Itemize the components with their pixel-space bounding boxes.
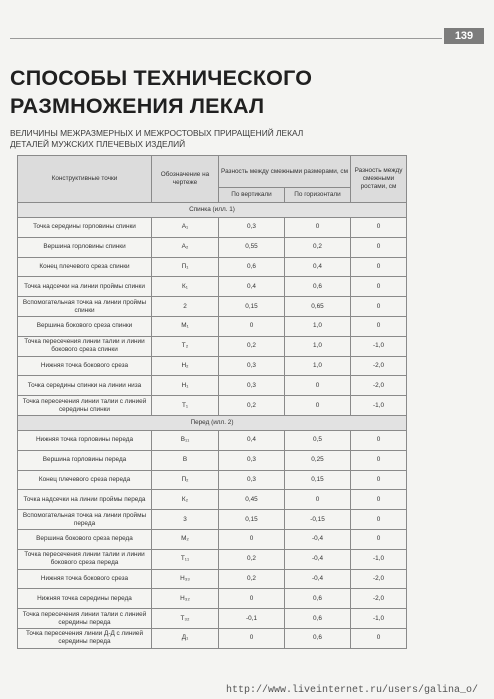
table-caption xyxy=(10,128,470,149)
vertical-value-cell: 0,2 xyxy=(219,569,285,589)
title-line-2: РАЗМНОЖЕНИЯ ЛЕКАЛ xyxy=(10,94,265,118)
height-value-cell: 0 xyxy=(351,628,407,648)
point-name-cell: Точка надсечки на линии проймы спинки xyxy=(18,277,152,297)
horizontal-value-cell: 0 xyxy=(285,218,351,238)
col-header-points: Конструктивные точки xyxy=(18,156,152,203)
designation-cell: Т₃₂ xyxy=(152,609,219,629)
point-name-cell: Точка середины горловины спинки xyxy=(18,218,152,238)
point-name-cell: Точка пересечения линии талии и линии бокового среза переда xyxy=(18,549,152,569)
page-title xyxy=(10,64,470,120)
table-row xyxy=(18,218,407,238)
vertical-value-cell: 0 xyxy=(219,529,285,549)
title-line-1: СПОСОБЫ ТЕХНИЧЕСКОГО xyxy=(10,66,313,90)
vertical-value-cell: 0,3 xyxy=(219,470,285,490)
point-name-cell: Точка пересечения линии талии с линией середины переда xyxy=(18,609,152,629)
designation-cell: Д₁ xyxy=(152,628,219,648)
designation-cell: В₁₁ xyxy=(152,430,219,450)
height-value-cell: 0 xyxy=(351,237,407,257)
vertical-value-cell: 0 xyxy=(219,316,285,336)
increments-table xyxy=(17,155,407,649)
horizontal-value-cell: 0,6 xyxy=(285,609,351,629)
page-number: 139 xyxy=(444,28,484,44)
table-row xyxy=(18,470,407,490)
height-value-cell: 0 xyxy=(351,316,407,336)
point-name-cell: Вспомогательная точка на линии проймы спинки xyxy=(18,297,152,317)
table-row xyxy=(18,569,407,589)
point-name-cell: Нижняя точка середины переда xyxy=(18,589,152,609)
section-title: Перед (илл. 2) xyxy=(18,415,407,430)
vertical-value-cell: 0 xyxy=(219,589,285,609)
vertical-value-cell: 0,15 xyxy=(219,510,285,530)
table-row xyxy=(18,356,407,376)
table-row xyxy=(18,430,407,450)
designation-cell: Н₁ xyxy=(152,376,219,396)
vertical-value-cell: 0 xyxy=(219,628,285,648)
caption-line-2: ДЕТАЛЕЙ МУЖСКИХ ПЛЕЧЕВЫХ ИЗДЕЛИЙ xyxy=(10,138,186,149)
designation-cell: К₁ xyxy=(152,277,219,297)
point-name-cell: Конец плечевого среза переда xyxy=(18,470,152,490)
horizontal-value-cell: 0,65 xyxy=(285,297,351,317)
vertical-value-cell: 0,55 xyxy=(219,237,285,257)
height-value-cell: 0 xyxy=(351,257,407,277)
caption-line-1: ВЕЛИЧИНЫ МЕЖРАЗМЕРНЫХ И МЕЖРОСТОВЫХ ПРИРАЩЕНИЙ ЛЕКАЛ xyxy=(10,128,304,138)
section-title: Спинка (илл. 1) xyxy=(18,203,407,218)
table-row xyxy=(18,609,407,629)
horizontal-value-cell: 0,2 xyxy=(285,237,351,257)
horizontal-value-cell: 0,15 xyxy=(285,470,351,490)
table-row xyxy=(18,450,407,470)
table-row xyxy=(18,277,407,297)
point-name-cell: Вершина горловины переда xyxy=(18,450,152,470)
table-row xyxy=(18,316,407,336)
height-value-cell: 0 xyxy=(351,430,407,450)
horizontal-value-cell: 0,4 xyxy=(285,257,351,277)
vertical-value-cell: 0,2 xyxy=(219,396,285,416)
table-row xyxy=(18,490,407,510)
horizontal-value-cell: 0,6 xyxy=(285,589,351,609)
table-row xyxy=(18,297,407,317)
header-rule xyxy=(10,38,442,39)
point-name-cell: Вершина бокового среза спинки xyxy=(18,316,152,336)
table-row xyxy=(18,628,407,648)
horizontal-value-cell: -0,4 xyxy=(285,529,351,549)
designation-cell: Т₂ xyxy=(152,336,219,356)
designation-cell: Н₂ xyxy=(152,356,219,376)
height-value-cell: -1,0 xyxy=(351,396,407,416)
vertical-value-cell: 0,2 xyxy=(219,336,285,356)
point-name-cell: Точка пересечения линии Д-Д с линией середины переда xyxy=(18,628,152,648)
vertical-value-cell: 0,3 xyxy=(219,376,285,396)
height-value-cell: -2,0 xyxy=(351,376,407,396)
horizontal-value-cell: 1,0 xyxy=(285,316,351,336)
designation-cell: А₁ xyxy=(152,218,219,238)
vertical-value-cell: -0,1 xyxy=(219,609,285,629)
point-name-cell: Нижняя точка горловины переда xyxy=(18,430,152,450)
designation-cell: Т₁ xyxy=(152,396,219,416)
point-name-cell: Точка середины спинки на линии низа xyxy=(18,376,152,396)
horizontal-value-cell: 0,5 xyxy=(285,430,351,450)
height-value-cell: 0 xyxy=(351,218,407,238)
col-header-horizontal: По горизонтали xyxy=(285,188,351,203)
point-name-cell: Нижняя точка бокового среза xyxy=(18,569,152,589)
table-row xyxy=(18,257,407,277)
vertical-value-cell: 0,6 xyxy=(219,257,285,277)
table-row xyxy=(18,510,407,530)
height-value-cell: 0 xyxy=(351,297,407,317)
section-row xyxy=(18,415,407,430)
vertical-value-cell: 0,45 xyxy=(219,490,285,510)
point-name-cell: Точка пересечения линии талии и линии бокового среза спинки xyxy=(18,336,152,356)
vertical-value-cell: 0,4 xyxy=(219,430,285,450)
designation-cell: М₁ xyxy=(152,316,219,336)
col-header-vertical: По вертикали xyxy=(219,188,285,203)
horizontal-value-cell: 0 xyxy=(285,396,351,416)
height-value-cell: -2,0 xyxy=(351,589,407,609)
horizontal-value-cell: 0 xyxy=(285,376,351,396)
height-value-cell: 0 xyxy=(351,277,407,297)
source-url: http://www.liveinternet.ru/users/galina_o/ xyxy=(226,685,479,696)
horizontal-value-cell: 1,0 xyxy=(285,336,351,356)
designation-cell: 2 xyxy=(152,297,219,317)
point-name-cell: Конец плечевого среза спинки xyxy=(18,257,152,277)
designation-cell: П₁ xyxy=(152,257,219,277)
table-row xyxy=(18,237,407,257)
height-value-cell: 0 xyxy=(351,450,407,470)
horizontal-value-cell: -0,15 xyxy=(285,510,351,530)
table-row xyxy=(18,396,407,416)
point-name-cell: Нижняя точка бокового среза xyxy=(18,356,152,376)
table-row xyxy=(18,549,407,569)
table-body xyxy=(18,203,407,649)
col-header-size-diff: Разность между смежными размерами, см xyxy=(219,156,351,188)
designation-cell: М₂ xyxy=(152,529,219,549)
designation-cell: В xyxy=(152,450,219,470)
table-row xyxy=(18,589,407,609)
col-header-height-diff: Разность между смежными ростами, см xyxy=(351,156,407,203)
height-value-cell: -2,0 xyxy=(351,569,407,589)
vertical-value-cell: 0,4 xyxy=(219,277,285,297)
point-name-cell: Точка пересечения линии талии с линией середины спинки xyxy=(18,396,152,416)
height-value-cell: 0 xyxy=(351,490,407,510)
height-value-cell: -1,0 xyxy=(351,549,407,569)
horizontal-value-cell: 0 xyxy=(285,490,351,510)
height-value-cell: 0 xyxy=(351,529,407,549)
designation-cell: А₂ xyxy=(152,237,219,257)
vertical-value-cell: 0,2 xyxy=(219,549,285,569)
horizontal-value-cell: 1,0 xyxy=(285,356,351,376)
horizontal-value-cell: 0,6 xyxy=(285,628,351,648)
designation-cell: Т₁₁ xyxy=(152,549,219,569)
point-name-cell: Вершина бокового среза переда xyxy=(18,529,152,549)
table-row xyxy=(18,376,407,396)
table-row xyxy=(18,529,407,549)
col-header-designation: Обозначение на чертеже xyxy=(152,156,219,203)
horizontal-value-cell: 0,25 xyxy=(285,450,351,470)
height-value-cell: -1,0 xyxy=(351,336,407,356)
height-value-cell: -2,0 xyxy=(351,356,407,376)
point-name-cell: Вспомогательная точка на линии проймы переда xyxy=(18,510,152,530)
vertical-value-cell: 0,3 xyxy=(219,450,285,470)
point-name-cell: Вершина горловины спинки xyxy=(18,237,152,257)
designation-cell: 3 xyxy=(152,510,219,530)
height-value-cell: 0 xyxy=(351,470,407,490)
horizontal-value-cell: -0,4 xyxy=(285,569,351,589)
designation-cell: Н₃₃ xyxy=(152,569,219,589)
vertical-value-cell: 0,3 xyxy=(219,356,285,376)
height-value-cell: 0 xyxy=(351,510,407,530)
vertical-value-cell: 0,15 xyxy=(219,297,285,317)
height-value-cell: -1,0 xyxy=(351,609,407,629)
horizontal-value-cell: 0,6 xyxy=(285,277,351,297)
horizontal-value-cell: -0,4 xyxy=(285,549,351,569)
point-name-cell: Точка надсечки на линии проймы переда xyxy=(18,490,152,510)
designation-cell: Н₃₂ xyxy=(152,589,219,609)
designation-cell: К₂ xyxy=(152,490,219,510)
vertical-value-cell: 0,3 xyxy=(219,218,285,238)
designation-cell: П₂ xyxy=(152,470,219,490)
section-row xyxy=(18,203,407,218)
table-row xyxy=(18,336,407,356)
